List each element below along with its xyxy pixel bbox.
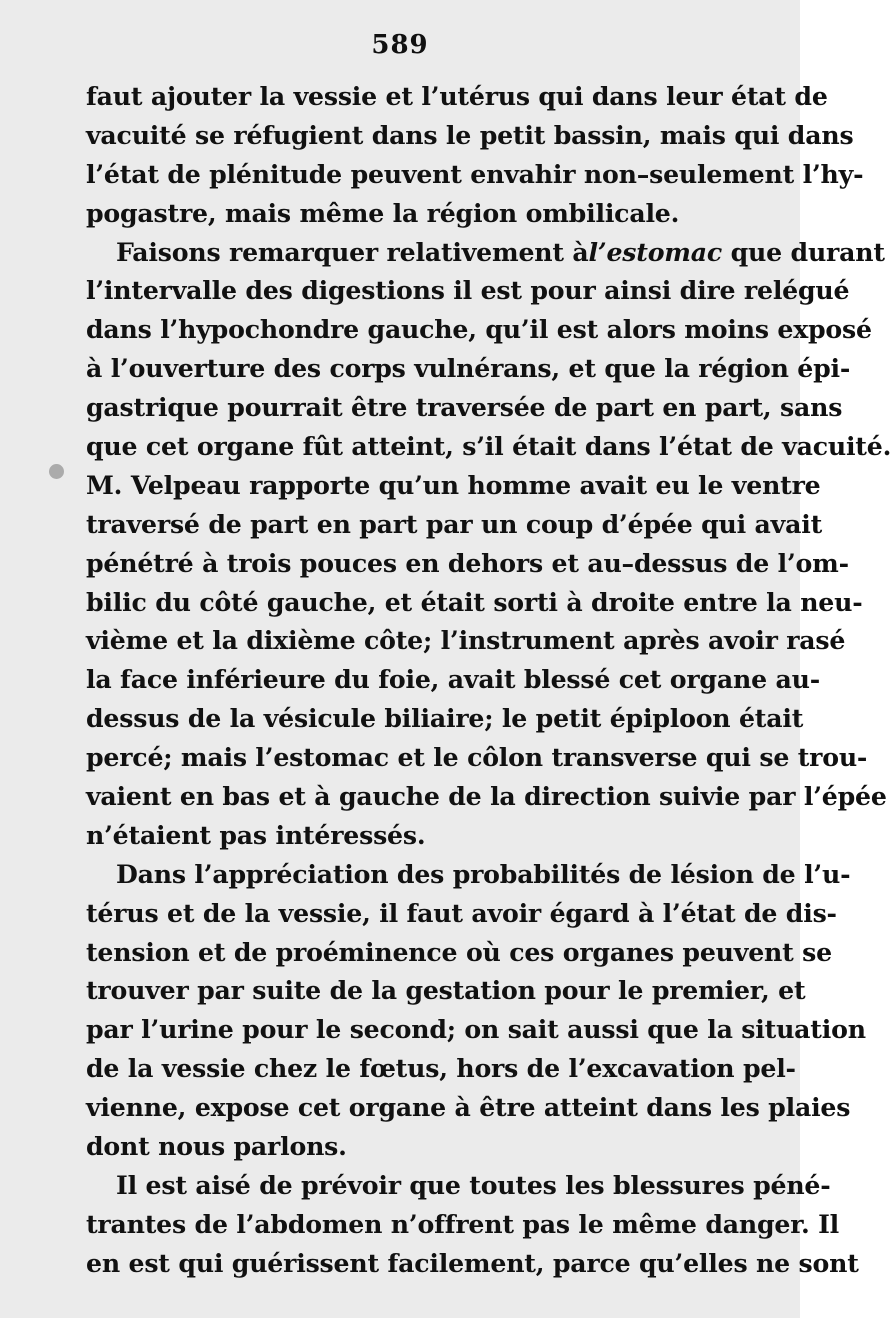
text-line: vième et la dixième côte; l’instrument après avoir rasé <box>86 625 846 656</box>
text-line: vaient en bas et à gauche de la direction suivie par l’épée <box>86 781 887 812</box>
text-line: que cet organe fût atteint, s’il était dans l’état de vacuité. <box>86 431 891 462</box>
page-number: 589 <box>371 30 429 60</box>
page-text <box>86 77 891 1283</box>
text-line: vienne, expose cet organe à être atteint dans les plaies <box>86 1092 851 1123</box>
text-line: la face inférieure du foie, avait blessé cet organe au- <box>86 664 820 695</box>
text-line: trantes de l’abdomen n’offrent pas le même danger. Il <box>86 1208 840 1239</box>
text-line: tension et de proéminence où ces organes peuvent se <box>86 936 832 967</box>
text-line: de la vessie chez le fœtus, hors de l’excavation pel- <box>86 1053 796 1084</box>
text-line: dont nous parlons. <box>86 1131 347 1162</box>
text-line: pénétré à trois pouces en dehors et au–dessus de l’om- <box>86 547 849 578</box>
text-line: par l’urine pour le second; on sait aussi que la situation <box>86 1014 866 1045</box>
text-segment: que durant <box>730 236 885 267</box>
text-line: Dans l’appréciation des probabilités de lésion de l’u- <box>116 858 851 889</box>
text-line: l’état de plénitude peuvent envahir non–seulement l’hy- <box>86 158 864 189</box>
text-line: en est qui guérissent facilement, parce qu’elles ne sont <box>86 1247 859 1278</box>
text-line: percé; mais l’estomac et le côlon transverse qui se trou- <box>86 742 868 773</box>
text-line: M. Velpeau rapporte qu’un homme avait eu le ventre <box>86 469 821 500</box>
text-line: à l’ouverture des corps vulnérans, et que la région épi- <box>86 353 851 384</box>
text-line: bilic du côté gauche, et était sorti à droite entre la neu- <box>86 586 863 617</box>
text-line: n’étaient pas intéressés. <box>86 819 426 850</box>
text-line: traversé de part en part par un coup d’épée qui avait <box>86 508 823 539</box>
text-line: dans l’hypochondre gauche, qu’il est alors moins exposé <box>86 314 872 345</box>
text-line: faut ajouter la vessie et l’utérus qui dans leur état de <box>86 81 828 111</box>
text-line: dessus de la vésicule biliaire; le petit épiploon était <box>86 703 804 734</box>
text-line: gastrique pourrait être traversée de part en part, sans <box>86 392 843 423</box>
text-line: vacuité se réfugient dans le petit bassin, mais qui dans <box>86 119 854 150</box>
text-segment: Faisons remarquer relativement à <box>116 236 589 267</box>
text-line-mixed <box>86 233 885 272</box>
text-line: trouver par suite de la gestation pour le premier, et <box>86 975 806 1006</box>
ink-blot-mark <box>49 464 64 479</box>
emphasis-text: l’estomac <box>588 236 723 267</box>
text-line: pogastre, mais même la région ombilicale. <box>86 197 680 228</box>
text-line: Il est aisé de prévoir que toutes les blessures péné- <box>116 1169 831 1200</box>
text-line: l’intervalle des digestions il est pour ainsi dire relégué <box>86 275 850 306</box>
text-line: térus et de la vessie, il faut avoir égard à l’état de dis- <box>86 897 837 928</box>
